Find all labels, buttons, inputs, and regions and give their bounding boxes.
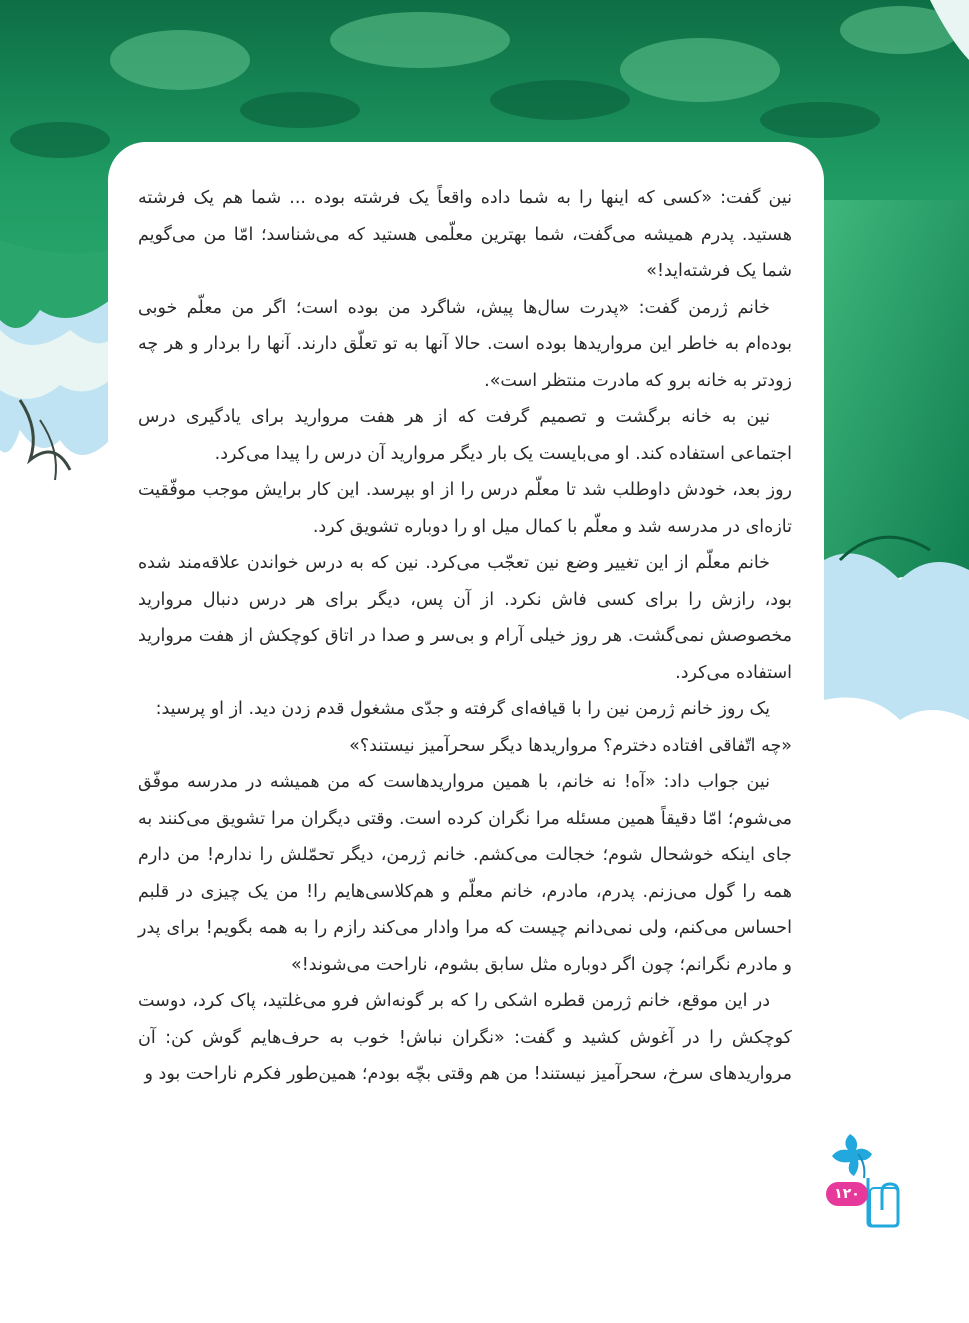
paragraph: روز بعد، خودش داوطلب شد تا معلّم درس را از او بپرسد. این کار برایش موجب موفّقیت تازه‌ای در مدرسه شد و معلّم با کمال میل او را دوباره تشویق کرد.: [138, 480, 792, 537]
paragraph: خانم معلّم از این تغییر وضع نین تعجّب می‌کرد. نین که به درس خواندن علاقه‌مند شده بود، رازش را برای کسی فاش نکرد. از آن پس، دیگر برای هر درس دنبال مروارید مخصوصش نمی‌گشت. هر روز خیلی آرام و بی‌سر و صدا در اتاق کوچکش از هفت مروارید استفاده می‌کرد.: [138, 553, 792, 683]
story-text: [138, 180, 792, 1093]
page-number: ۱۲۰: [826, 1182, 868, 1206]
paragraph: خانم ژرمن گفت: «پدرت سال‌ها پیش، شاگرد من بوده است؛ اگر من معلّم خوبی بوده‌ام به خاطر این مرواریدها بوده است. حالا آنها به تو تعلّق دارند. آنها را بردار و هر چه زودتر به خانه برو که مادرت منتظر است».: [138, 297, 792, 391]
paragraph: در این موقع، خانم ژرمن قطره اشکی را که بر گونه‌اش فرو می‌غلتید، پاک کرد، دوست کوچکش را در آغوش کشید و گفت: «نگران نباش! خوب به حرف‌هایم گوش کن: آن مرواریدهای سرخ، سحرآمیز نیستند! من هم وقتی بچّه بودم؛ همین‌طور فکرم ناراحت بود و: [138, 991, 792, 1084]
farsi-logo-icon: [824, 1132, 902, 1230]
paragraph: یک روز خانم ژرمن نین را با قیافه‌ای گرفته و جدّی مشغول قدم زدن دید. از او پرسید:: [155, 699, 770, 719]
paragraph: «چه اتّفاقی افتاده دخترم؟ مرواریدها دیگر سحرآمیز نیستند؟»: [349, 735, 792, 756]
paragraph: نین گفت: «کسی که اینها را به شما داده واقعاً یک فرشته بوده ... شما هم یک فرشته هستید. پدرم همیشه می‌گفت، شما بهترین معلّمی هستید که می‌شناسد؛ امّا من می‌گویم شما یک فرشته‌اید!»: [138, 188, 792, 281]
paragraph: نین به خانه برگشت و تصمیم گرفت که از هر هفت مروارید برای یادگیری درس اجتماعی استفاده کند. او می‌بایست یک بار دیگر مروارید آن درس را پیدا می‌کرد.: [138, 407, 792, 464]
paragraph: نین جواب داد: «آه! نه خانم، با همین مرواریدهاست که من همیشه در مدرسه موفّق می‌شوم؛ امّا دقیقاً همین مسئله مرا نگران کرده است. وقتی دیگران مرا تشویق می‌کنند به جای اینکه خوشحال شوم؛ خجالت می‌کشم. خانم ژرمن، دیگر تحمّلش را ندارم! من دارم همه را گول می‌زنم. پدرم، مادرم، خانم معلّم و هم‌کلاسی‌هایم را! من یک چیزی در قلبم احساس می‌کنم، ولی نمی‌دانم چیست که مرا وادار می‌کند رازم را به همه بگویم! برای پدر و مادرم نگرانم؛ چون اگر دوباره مثل سابق بشوم، ناراحت می‌شوند!»: [138, 772, 792, 975]
